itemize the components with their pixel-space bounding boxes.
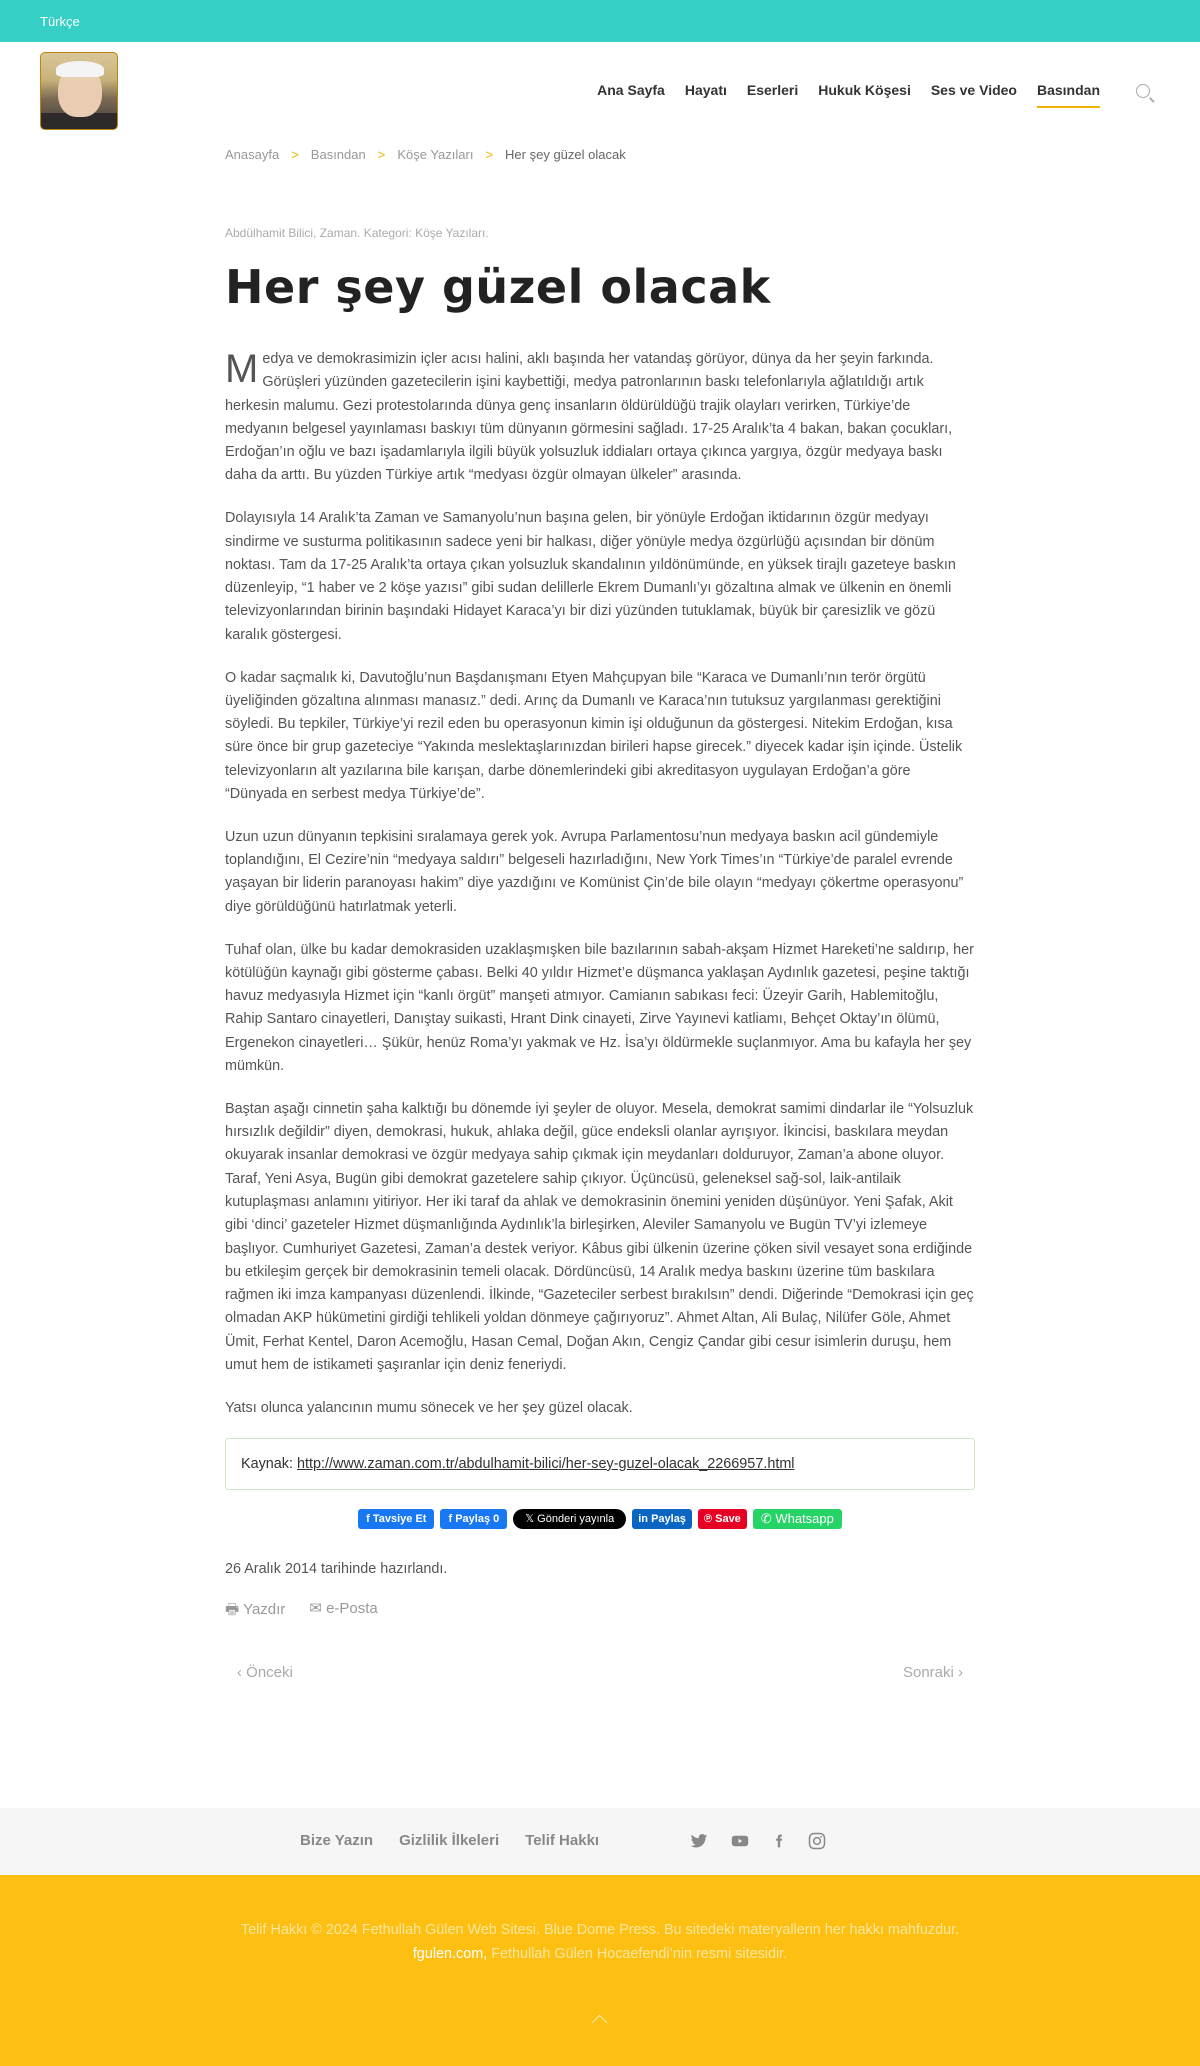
page-title: Her şey güzel olacak — [225, 260, 771, 314]
linkedin-icon: in — [638, 1512, 652, 1525]
article-paragraph: Tuhaf olan, ülke bu kadar demokrasiden uzaklaşmışken bile bazılarının sabah-akşam Hizmet Hareketi’ne saldırıp, her kötülüğün kaynağı gibi gösterme çabası. Belki 40 yıldır Hizmet’e düşmanca yaklaşan Aydınlık gazetesi, peşine taktığı havuz medyasıyla Hizmet için “kanlı örgüt” manşeti atmıyor. Camianın sabıkası feci: Üzeyir Garih, Hablemitoğlu, Rahip Santaro cinayetleri, Danıştay suikasti, Hrant Dink cinayeti, Zirve Yayınevi katliamı, Behçet Oktay’ın ölümü, Ergenekon cinayetleri… Şükür, henüz Roma’yı yakmak ve Hz. İsa’yı öldürmekle suçlanmıyor. Ama bu kafayla her şey mümkün. — [225, 941, 974, 1075]
nav-life[interactable]: Hayatı — [684, 82, 727, 98]
search-icon[interactable] — [1136, 84, 1150, 98]
source-box — [225, 1438, 975, 1490]
breadcrumb: Anasayfa > Basından > Köşe Yazıları > Her şey güzel olacak — [225, 147, 626, 162]
print-button[interactable]: 🖶 Yazdır — [225, 1600, 286, 1618]
nav-home[interactable]: Ana Sayfa — [597, 82, 665, 98]
site-description: Fethullah Gülen Hocaefendi’nin resmi sitesidir. — [491, 1946, 788, 1962]
footer-links — [300, 1832, 599, 1849]
site-logo-avatar[interactable] — [40, 52, 118, 130]
breadcrumb-press[interactable]: Basından — [310, 147, 366, 162]
language-selector[interactable]: Türkçe — [40, 13, 80, 29]
nav-law[interactable]: Hukuk Köşesi — [818, 82, 911, 98]
footer-links-bar — [0, 1808, 1200, 1875]
facebook-icon: f — [448, 1512, 456, 1525]
breadcrumb-current: Her şey güzel olacak — [505, 147, 626, 162]
facebook-icon: f — [366, 1512, 373, 1525]
next-link[interactable]: Sonraki › — [902, 1663, 963, 1681]
chevron-right-icon: › — [953, 1663, 963, 1681]
breadcrumb-home[interactable]: Anasayfa — [225, 147, 280, 162]
publish-date: 26 Aralık 2014 tarihinde hazırlandı. — [225, 1560, 448, 1577]
social-links — [690, 1832, 826, 1850]
email-button[interactable]: ✉ e-Posta — [309, 1599, 378, 1617]
article-paragraph: Dolayısıyla 14 Aralık’ta Zaman ve Samanyolu’nun başına gelen, bir yönüyle Erdoğan iktidarının özgür medyayı sindirme ve susturma politikasının sadece yeni bir halkası, diğer yönüyle medya özgürlüğü açısından bir dönüm noktası. Tam da 17-25 Aralık’ta ortaya çıkan yolsuzluk skandalının yıldönümünde, en yüksek tirajlı gazeteye baskın düzenleyip, “1 haber ve 2 köşe yazısı” gibi sudan delillerle Ekrem Dumanlı’yı gözaltına almak ve ülkenin en önemli televizyonlarından birinin başındaki Hidayet Karaca’yı bir dizi yüzünden tutuklamak, büyük bir çaresizlik ve gözü karalık göstergesi. — [225, 510, 956, 643]
source-link[interactable]: http://www.zaman.com.tr/abdulhamit-bilici/her-sey-guzel-olacak_2266957.html — [297, 1455, 795, 1472]
footer-copyright — [0, 1875, 1200, 2066]
whatsapp-icon: ✆ — [760, 1510, 776, 1526]
topbar — [0, 0, 1200, 42]
linkedin-share-button[interactable]: in Paylaş — [632, 1509, 692, 1529]
copyright-text — [0, 1918, 1200, 1966]
source-label: Kaynak: — [241, 1455, 293, 1472]
x-icon: 𝕏 — [525, 1513, 538, 1526]
chevron-left-icon: ‹ — [237, 1663, 247, 1681]
article-meta: Abdülhamit Bilici, Zaman. Kategori: Köşe Yazıları. — [225, 226, 489, 240]
footer-link-copyright[interactable]: Telif Hakkı — [525, 1832, 600, 1849]
article — [225, 226, 975, 1681]
nav-press[interactable]: Basından — [1037, 82, 1100, 108]
nav-works[interactable]: Eserleri — [746, 82, 799, 98]
envelope-icon: ✉ — [309, 1599, 327, 1617]
prev-link[interactable]: ‹ Önceki — [237, 1663, 293, 1681]
pager — [225, 1664, 975, 1681]
article-paragraph: Yatsı olunca yalancının mumu sönecek ve her şey güzel olacak. — [225, 1399, 633, 1416]
article-paragraph — [225, 348, 975, 488]
x-post-button[interactable]: 𝕏 Gönderi yayınla — [513, 1509, 626, 1529]
article-tools — [225, 1599, 975, 1624]
printer-icon: 🖶 — [225, 1600, 244, 1618]
article-paragraph: Baştan aşağı cinnetin şaha kalktığı bu dönemde iyi şeyler de oluyor. Mesela, demokrat samimi dindarlar ile “Yolsuzluk hırsızlık değildir” diyen, demokrasi, hukuk, ahlaka değil, güce endeksli olanlar ayrışıyor. İkincisi, baskılara meydan okuyarak insanlar demokrasi ve özgür medyaya sahip çıkmak için meydanları dolduruyor, Zaman’a abone oluyor. Taraf, Yeni Asya, Bugün gibi demokrat gazetelere sahip çıkıyor. Üçüncüsü, geleneksel sağ-sol, laik-antilaik kutuplaşması anlamını yitiriyor. Her iki taraf da ahlak ve demokrasinin önemini yeniden düşünüyor. Yeni Şafak, Akit gibi ‘dinci’ gazeteler Hizmet düşmanlığında Aydınlık’la birleşirken, Aleviler Samanyolu ve Bugün TV’yi izlemeye başlıyor. Cumhuriyet Gazetesi, Zaman’a destek veriyor. Kâbus gibi ülkenin üzerine çöken sivil vesayet sona erdiğinde bu etkileşim gerçek bir demokrasinin temeli olacak. Dördüncüsü, 14 Aralık medya baskını üzerine tüm baskılara rağmen iki imza kampanyası düzenlendi. İlkinde, “Gazeteciler serbest bırakılsın” dendi. Diğerinde “Demokrasi için geç olmadan AKP hükümetini girdiği tehlikeli yoldan dönmeye çağırıyoruz”. Ahmet Altan, Ali Bulaç, Nilüfer Göle, Ahmet Ümit, Ferhat Kentel, Daron Acemoğlu, Hasan Cemal, Doğan Akın, Cengiz Çandar gibi cesur isimlerin duruşu, hem umut hem de istikameti şaşıranlar için deniz feneriydi. — [225, 1100, 974, 1374]
pinterest-icon: ℗ — [703, 1512, 716, 1525]
fb-share-button[interactable]: f Paylaş 0 — [440, 1509, 507, 1529]
avatar-hair — [56, 61, 104, 77]
nav-audio-video[interactable]: Ses ve Video — [930, 82, 1017, 98]
twitter-icon[interactable] — [690, 1832, 708, 1850]
copyright-line: Telif Hakkı © 2024 Fethullah Gülen Web Sitesi. Blue Dome Press. Bu sitedeki materyallerin her hakkı mahfuzdur. — [240, 1922, 960, 1938]
header — [0, 42, 1200, 134]
article-paragraph: Uzun uzun dünyanın tepkisini sıralamaya gerek yok. Avrupa Parlamentosu’nun medyaya baskın acil gündemiyle toplandığını, El Cezire’nin “medyaya saldırı” belgeseli hazırladığını, New York Times’ın “Türkiye’de paralel evrende yaşayan bir liderin paranoyası hakim” diye yazdığını ve Komünist Çin’de bile olayın “medyayı çökertme operasyonu” diye görüldüğünü hatırlatmak yeterli. — [225, 828, 964, 915]
main-nav — [597, 82, 1100, 108]
share-bar — [225, 1509, 975, 1531]
fb-recommend-button[interactable]: f Tavsiye Et — [358, 1509, 434, 1529]
pinterest-save-button[interactable]: ℗ Save — [698, 1509, 747, 1529]
footer-link-contact[interactable]: Bize Yazın — [300, 1832, 374, 1849]
breadcrumb-columns[interactable]: Köşe Yazıları — [397, 147, 474, 162]
whatsapp-button[interactable]: ✆ Whatsapp — [753, 1509, 842, 1529]
youtube-icon[interactable] — [730, 1832, 750, 1850]
scroll-top-icon[interactable] — [592, 2015, 608, 2031]
instagram-icon[interactable] — [808, 1832, 826, 1850]
site-link[interactable]: fgulen.com, — [412, 1946, 488, 1962]
facebook-icon[interactable] — [772, 1832, 786, 1850]
drop-cap: M — [225, 347, 259, 391]
article-paragraph: O kadar saçmalık ki, Davutoğlu’nun Başdanışmanı Etyen Mahçupyan bile “Karaca ve Dumanlı’nın terör örgütü üyeliğinden gözaltına alınması manasız.” dedi. Arınç da Dumanlı ve Karaca’nın tutuksuz yargılanması gerektiğini söyledi. Bu tepkiler, Türkiye’yi rezil eden bu operasyonun kimin işi olduğunun da göstergesi. Nitekim Erdoğan, kısa süre önce bir grup gazeteciye “Yakında meslektaşlarınızdan birileri hapse girecek.” diyecek kadar işin içinde. Üstelik televizyonların alt yazılarına bile karışan, darbe dönemlerindeki gibi akreditasyon uygulayan Erdoğan’a göre “Dünyada en serbest medya Türkiye’de”. — [225, 669, 963, 803]
footer-link-privacy[interactable]: Gizlilik İlkeleri — [399, 1832, 500, 1849]
paragraph-text: edya ve demokrasimizin içler acısı halini, aklı başında her vatandaş görüyor, dünya da her şeyin farkında. Görüşleri yüzünden gazetecilerin işini kaybettiği, medya patronlarının baskı telefonlarıyla ağlatıldığı artık herkesin malumu. Gezi protestolarında dünya genç insanların öldürüldüğü trajik olayları verirken, Türkiye’de medyanın belgesel yayınlaması baskıyı tüm dünyanın görmesini sağladı. 17-25 Aralık’ta 4 bakan, bakan çocukları, Erdoğan’ın oğlu ve bazı işadamlarıyla ilgili büyük yolsuzluk iddiaları ortaya çıkınca yargıya, özgür medyaya baskı daha da arttı. Bu yüzden Türkiye artık “medyası özgür olmayan ülkeler” arasında. — [225, 351, 953, 484]
